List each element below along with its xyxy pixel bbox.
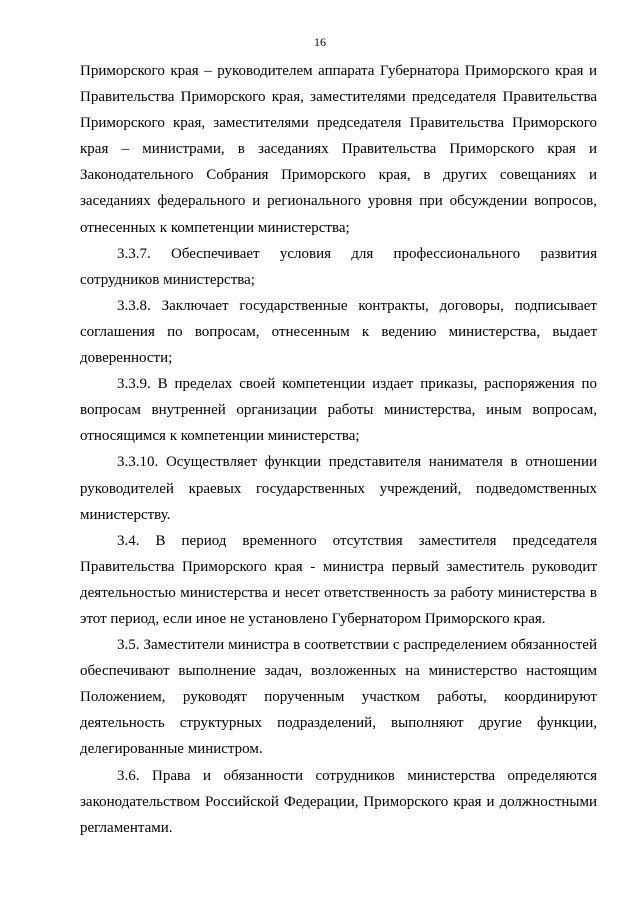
paragraph-3-3-7: 3.3.7. Обеспечивает условия для профессионального развития сотрудников министерства; [80, 245, 597, 288]
paragraph-3-6: 3.6. Права и обязанности сотрудников министерства определяются законодательством Российской Федерации, Приморского края и должностными регламентами. [80, 767, 597, 836]
paragraph-continuation: Приморского края – руководителем аппарата Губернатора Приморского края и Правительства Приморского края, заместителями председателя Правительства Приморского края, заместителями председателя Правительства Приморского края – министрами, в заседаниях Правительства Приморского края и Законодательного Собрания Приморского края, в других совещаниях и заседаниях федерального и регионального уровня при обсуждении вопросов, отнесенных к компетенции министерства; [80, 63, 597, 236]
paragraph-3-4: 3.4. В период временного отсутствия заместителя председателя Правительства Приморского края - министра первый заместитель руководит деятельностью министерства и несет ответственность за работу министерства в этот период, если иное не установлено Губернатором Приморского края. [80, 532, 597, 627]
paragraph-3-3-9: 3.3.9. В пределах своей компетенции издает приказы, распоряжения по вопросам внутренней организации работы министерства, иным вопросам, относящимся к компетенции министерства; [80, 376, 597, 445]
document-body [80, 58, 597, 841]
paragraph-3-5: 3.5. Заместители министра в соответствии с распределением обязанностей обеспечивают выполнение задач, возложенных на министерство настоящим Положением, руководят порученным участком работы, координируют деятельность структурных подразделений, выполняют другие функции, делегированные министром. [80, 637, 597, 758]
paragraph-3-3-8: 3.3.8. Заключает государственные контракты, договоры, подписывает соглашения по вопросам, отнесенным к ведению министерства, выдает доверенности; [80, 297, 597, 367]
page-number: 16 [314, 35, 326, 49]
paragraph-3-3-10: 3.3.10. Осуществляет функции представителя нанимателя в отношении руководителей краевых государственных учреждений, подведомственных министерству. [80, 454, 597, 523]
